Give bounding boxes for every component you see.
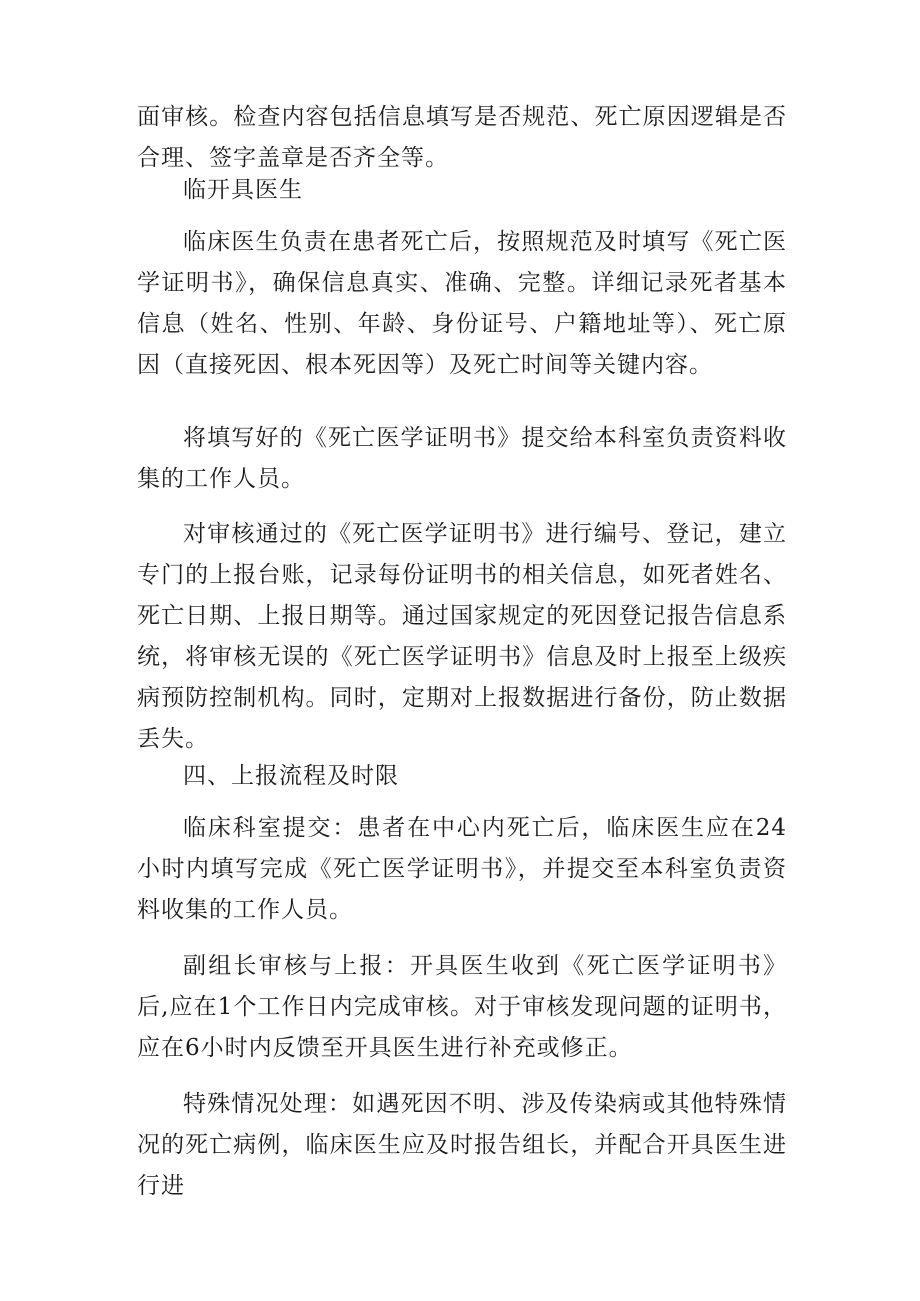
heading-issuing-doctor: 临开具医生 <box>183 177 303 203</box>
paragraph-submit-certificate: 将填写好的《死亡医学证明书》提交给本科室负责资料收集的工作人员。 <box>137 425 787 492</box>
paragraph-review-content: 面审核。检查内容包括信息填写是否规范、死亡原因逻辑是否合理、签字盖章是否齐全等。 <box>137 104 787 171</box>
paragraph-registration-reporting: 对审核通过的《死亡医学证明书》进行编号、登记，建立专门的上报台账，记录每份证明书的相关信息，如死者姓名、死亡日期、上报日期等。通过国家规定的死因登记报告信息系统，将审核无误的《死亡医学证明书》信息及时上报至上级疾病预防控制机构。同时，定期对上报数据进行备份，防止数据丢失。 <box>137 521 787 752</box>
paragraph-deputy-review: 副组长审核与上报：开具医生收到《死亡医学证明书》后,应在1个工作日内完成审核。对于审核发现问题的证明书，应在6小时内反馈至开具医生进行补充或修正。 <box>137 953 787 1061</box>
paragraph-clinician-duty: 临床医生负责在患者死亡后，按照规范及时填写《死亡医学证明书》，确保信息真实、准确、完整。详细记录死者基本信息（姓名、性别、年龄、身份证号、户籍地址等）、死亡原因（直接死因、根本死因等）及死亡时间等关键内容。 <box>137 229 787 378</box>
paragraph-clinical-submission: 临床科室提交：患者在中心内死亡后，临床医生应在24小时内填写完成《死亡医学证明书》，并提交至本科室负责资料收集的工作人员。 <box>137 815 787 923</box>
paragraph-special-cases: 特殊情况处理：如遇死因不明、涉及传染病或其他特殊情况的死亡病例，临床医生应及时报告组长，并配合开具医生进行进 <box>137 1091 787 1199</box>
heading-section-four: 四、上报流程及时限 <box>183 763 399 789</box>
